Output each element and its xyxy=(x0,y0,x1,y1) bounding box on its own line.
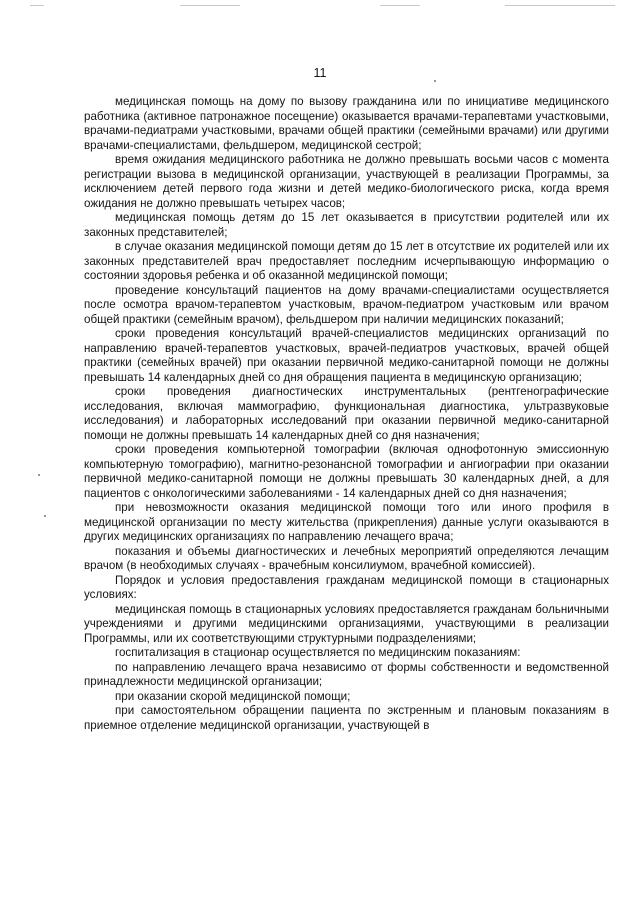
paragraph: при самостоятельном обращении пациента по экстренным и плановым показаниям в приемное отделение медицинской организации, участвующей в xyxy=(84,704,609,732)
scan-mark xyxy=(180,5,240,6)
paragraph: при оказании скорой медицинской помощи; xyxy=(115,689,351,703)
scan-speck xyxy=(38,474,40,476)
paragraph: в случае оказания медицинской помощи детям до 15 лет в отсутствие их родителей или их законных представителей врач предоставляет последним исчерпывающую информацию о состоянии здоровья ребенка и об оказанной медицинской помощи; xyxy=(84,240,609,282)
scan-mark xyxy=(30,5,44,6)
scan-speck xyxy=(434,80,436,82)
paragraph: при невозможности оказания медицинской помощи того или иного профиля в медицинской организации по месту жительства (прикрепления) данные услуги оказываются в других медицинских организациях по направлению лечащего врача; xyxy=(84,501,609,543)
scan-speck xyxy=(44,515,46,517)
paragraph: проведение консультаций пациентов на дому врачами-специалистами осуществляется после осмотра врачом-терапевтом участковым, врачом-педиатром участковым или врачом общей практики (семейным врачом), фельдшером при наличии медицинских показаний; xyxy=(84,283,609,326)
paragraph: Порядок и условия предоставления гражданам медицинской помощи в стационарных условиях: xyxy=(84,573,609,601)
document-body xyxy=(84,95,609,733)
paragraph: медицинская помощь детям до 15 лет оказывается в присутствии родителей или их законных представителей; xyxy=(84,211,609,239)
scan-mark xyxy=(380,5,420,6)
paragraph: показания и объемы диагностических и лечебных мероприятий определяются лечащим врачом (в необходимых случаях - врачебным консилиумом, врачебной комиссией). xyxy=(84,544,609,572)
paragraph: медицинская помощь на дому по вызову гражданина или по инициативе медицинского работника (активное патронажное посещение) оказывается врачами-терапевтами участковыми, врачами-педиатрами участковыми, врачами общей практики (семейными врачами) или другими врачами-специалистами, фельдшером, медицинской сестрой; xyxy=(84,95,609,152)
paragraph: сроки проведения диагностических инструментальных (рентгенографические исследования, включая маммографию, функциональная диагностика, ультразвуковые исследования) и лабораторных исследований при оказании первичной медико-санитарной помощи не должны превышать 14 календарных дней со дня назначения; xyxy=(84,385,609,442)
paragraph: по направлению лечащего врача независимо от формы собственности и ведомственной принадлежности медицинской организации; xyxy=(84,660,609,688)
scan-mark xyxy=(505,5,615,6)
page-number: 11 xyxy=(313,66,327,80)
paragraph: время ожидания медицинского работника не должно превышать восьми часов с момента регистрации вызова в медицинской организации, участвующей в реализации Программы, за исключением детей первого года жизни и детей медико-биологического риска, когда время ожидания не должно превышать четырех часов; xyxy=(84,153,609,210)
paragraph: сроки проведения компьютерной томографии (включая однофотонную эмиссионную компьютерную томографию), магнитно-резонансной томографии и ангиографии при оказании первичной медико-санитарной помощи не должны превышать 30 календарных дней, а для пациентов с онкологическими заболеваниями - 14 календарных дней со дня назначения; xyxy=(84,443,609,500)
paragraph: госпитализация в стационар осуществляется по медицинским показаниям: xyxy=(115,646,521,659)
paragraph: медицинская помощь в стационарных условиях предоставляется гражданам больничными учреждениями и другими медицинскими организациями, участвующими в реализации Программы, или их соответствующими структурными подразделениями; xyxy=(84,602,609,645)
paragraph: сроки проведения консультаций врачей-специалистов медицинских организаций по направлению врачей-терапевтов участковых, врачей-педиатров участковых, врачей общей практики (семейных врачей) при оказании первичной медико-санитарной помощи не должны превышать 14 календарных дней со дня обращения пациента в медицинскую организацию; xyxy=(84,327,609,384)
